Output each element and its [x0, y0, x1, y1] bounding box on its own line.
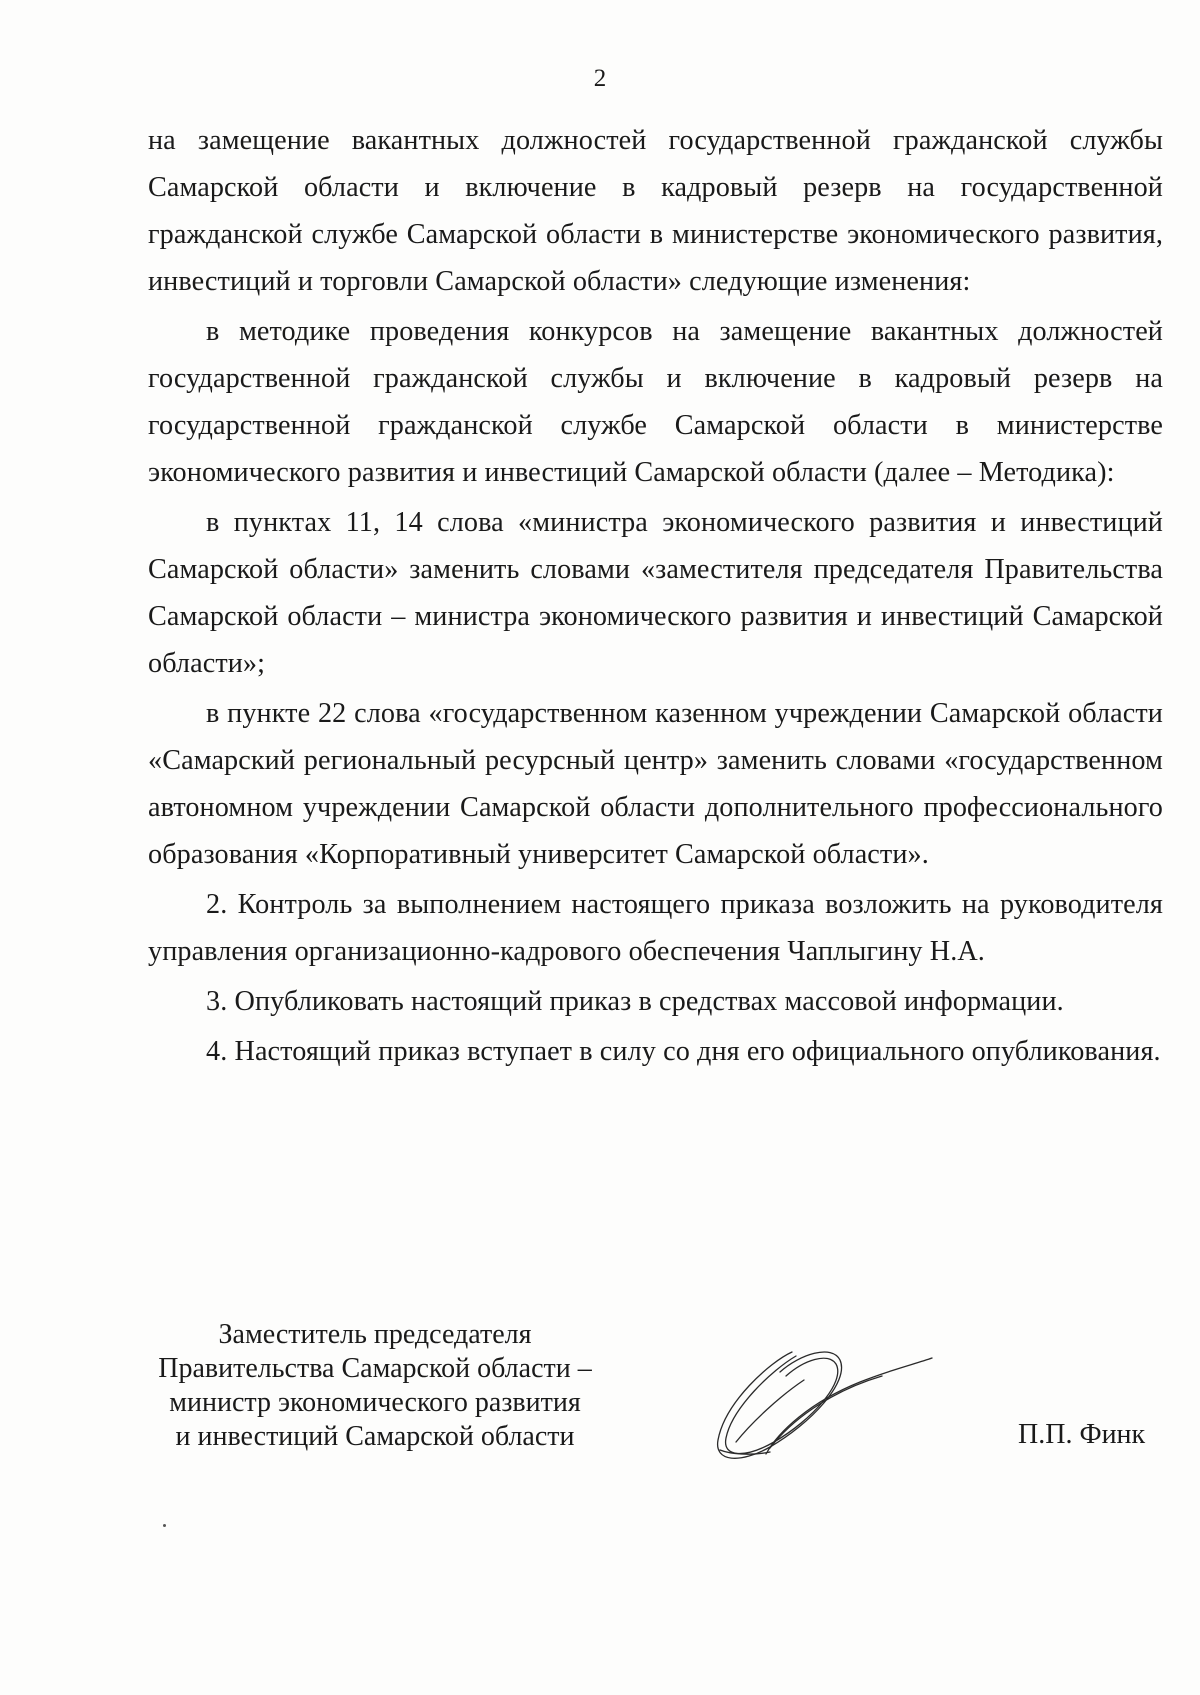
signatory-position-line: и инвестиций Самарской области: [175, 1421, 575, 1452]
signatory-position: [140, 1318, 610, 1454]
paragraph-continuation: на замещение вакантных должностей государственной гражданской службы Самарской области и включение в кадровый резерв на государственной гражданской службе Самарской области в министерстве экономического развития, инвестиций и торговли Самарской области» следующие изменения:: [148, 125, 1163, 297]
paragraph-methodology: в методике проведения конкурсов на замещение вакантных должностей государственной гражданской службы и включение в кадровый резерв на государственной гражданской службе Самарской области в министерстве экономического развития и инвестиций Самарской области (далее – Методика):: [148, 316, 1163, 488]
document-body: [148, 117, 1163, 1078]
signatory-position-line: министр экономического развития: [169, 1387, 581, 1418]
paragraph-items-11-14: в пунктах 11, 14 слова «министра экономического развития и инвестиций Самарской области» заменить словами «заместителя председателя Правительства Самарской области – министра экономического развития и инвестиций Самарской области»;: [148, 507, 1163, 679]
paragraph-item-22: в пункте 22 слова «государственном казенном учреждении Самарской области «Самарский региональный ресурсный центр» заменить словами «государственном автономном учреждении Самарской области дополнительного профессионального образования «Корпоративный университет Самарской области».: [148, 698, 1163, 870]
page-number: 2: [593, 65, 607, 92]
signatory-position-line: Правительства Самарской области –: [158, 1353, 592, 1384]
paragraph-effective-date: 4. Настоящий приказ вступает в силу со дня его официального опубликования.: [206, 1036, 1161, 1067]
paragraph-control: 2. Контроль за выполнением настоящего приказа возложить на руководителя управления организационно-кадрового обеспечения Чаплыгину Н.А.: [148, 889, 1163, 967]
handwritten-signature: [700, 1322, 940, 1472]
scan-speck: [163, 1524, 166, 1527]
signatory-position-line: Заместитель председателя: [218, 1319, 532, 1350]
signatory-name: П.П. Финк: [1018, 1419, 1146, 1450]
paragraph-publish: 3. Опубликовать настоящий приказ в средствах массовой информации.: [206, 986, 1064, 1017]
